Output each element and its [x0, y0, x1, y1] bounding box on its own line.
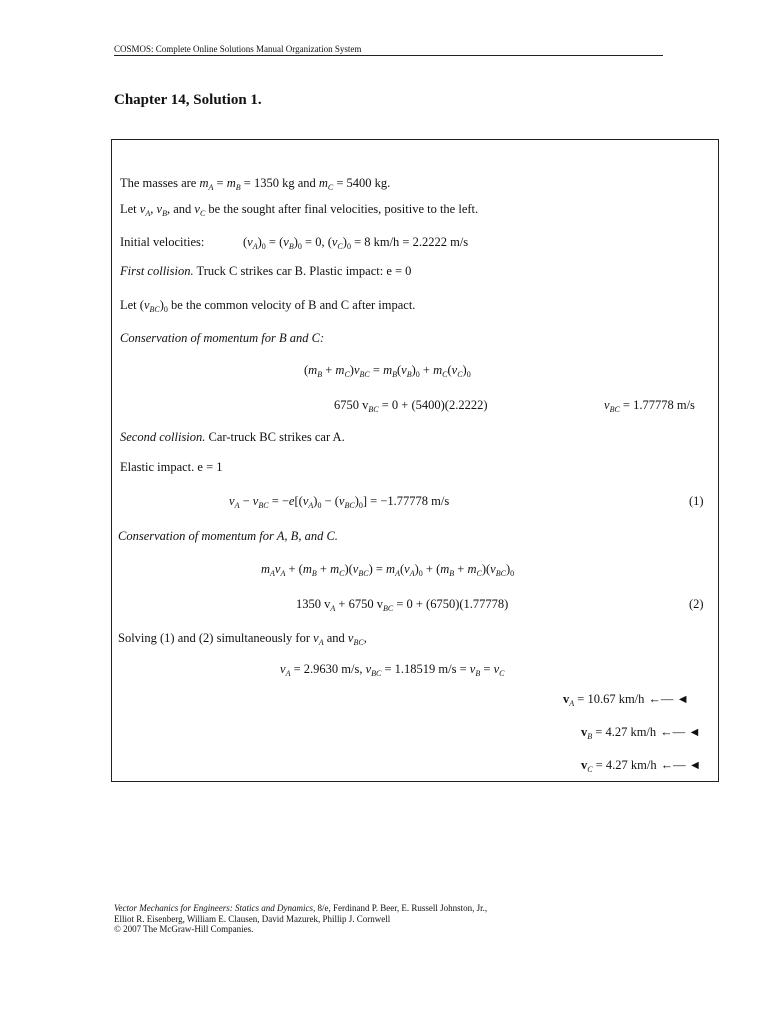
velocities-definition: Let $v_A$, $v_B$, and $v_C$ be the sought after final velocities, positive to the left.	[120, 202, 479, 218]
solving-line: Solving (1) and (2) simultaneously for $v_A$ and $v_{BC}$,	[118, 631, 367, 647]
masses-line: The masses are $m_A = m_B = 1350$ kg and $m_C = 5400$ kg.	[120, 176, 391, 192]
vbc-result: $v_{BC} = 1.77778$ m/s	[604, 398, 695, 414]
equation-2: 1350 $v_A + 6750$ $v_{BC} = 0 + (6750)(1.77778)$	[296, 597, 509, 613]
common-velocity-line: Let $(v_{BC})_0$ be the common velocity of B and C after impact.	[120, 298, 416, 314]
elastic-impact-line: Elastic impact. e = 1	[120, 460, 223, 474]
left-arrow-icon: ←— ◄	[648, 692, 689, 706]
momentum-equation-bc: $(m_B + m_C)v_{BC} = m_B(v_B)_0 + m_C(v_C)_0$	[304, 363, 471, 379]
conservation-bc-heading: Conservation of momentum for B and C:	[120, 331, 325, 345]
answer-vc: $v_C = 4.27$ km/h ←— ◄	[581, 758, 702, 774]
momentum-equation-abc: $m_Av_A + (m_B + m_C)(v_{BC}) = m_A(v_A)_0 + (m_B + m_C)(v_{BC})_0$	[261, 562, 515, 578]
footer-copyright: © 2007 The McGraw-Hill Companies.	[114, 924, 254, 934]
initial-velocities-label: Initial velocities:	[120, 235, 205, 249]
equation-1-number: (1)	[689, 494, 704, 508]
footer-line-2: Elliot R. Eisenberg, William E. Clausen, David Mazurek, Phillip J. Cornwell	[114, 913, 391, 924]
left-arrow-icon: ←— ◄	[660, 758, 702, 772]
left-arrow-icon: ←— ◄	[660, 725, 701, 739]
conservation-abc-heading: Conservation of momentum for A, B, and C.	[118, 529, 338, 543]
initial-velocities-equation: $(v_A)_0 = (v_B)_0 = 0$, $(v_C)_0 = 8$ km/h = 2.2222 m/s	[243, 235, 469, 251]
page-footer	[114, 903, 487, 935]
solution-values: $v_A = 2.9630$ m/s, $v_{BC} = 1.18519$ $m/s = v_B = v_C$	[280, 662, 505, 678]
page-header: COSMOS: Complete Online Solutions Manual Organization System	[114, 44, 362, 54]
footer-line-1: Vector Mechanics for Engineers: Statics and Dynamics, 8/e, Ferdinand P. Beer, E. Russell Johnston, Jr.,	[114, 903, 488, 913]
chapter-title: Chapter 14, Solution 1.	[114, 92, 262, 108]
answer-va: $v_A = 10.67$ km/h ←— ◄	[563, 692, 689, 708]
header-rule	[114, 55, 663, 56]
second-collision-line: Second collision. Car-truck BC strikes car A.	[120, 430, 345, 444]
equation-2-number: (2)	[689, 597, 704, 611]
first-collision-line: First collision. Truck C strikes car B. Plastic impact: e = 0	[120, 264, 412, 278]
equation-1: $v_A - v_{BC} = -e[(v_A)_0 - (v_{BC})_0] = -1.77778$ m/s	[229, 494, 450, 510]
momentum-numeric-bc: 6750 $v_{BC} = 0 + (5400)(2.2222)$	[334, 398, 488, 414]
answer-vb: $v_B = 4.27$ km/h ←— ◄	[581, 725, 701, 741]
